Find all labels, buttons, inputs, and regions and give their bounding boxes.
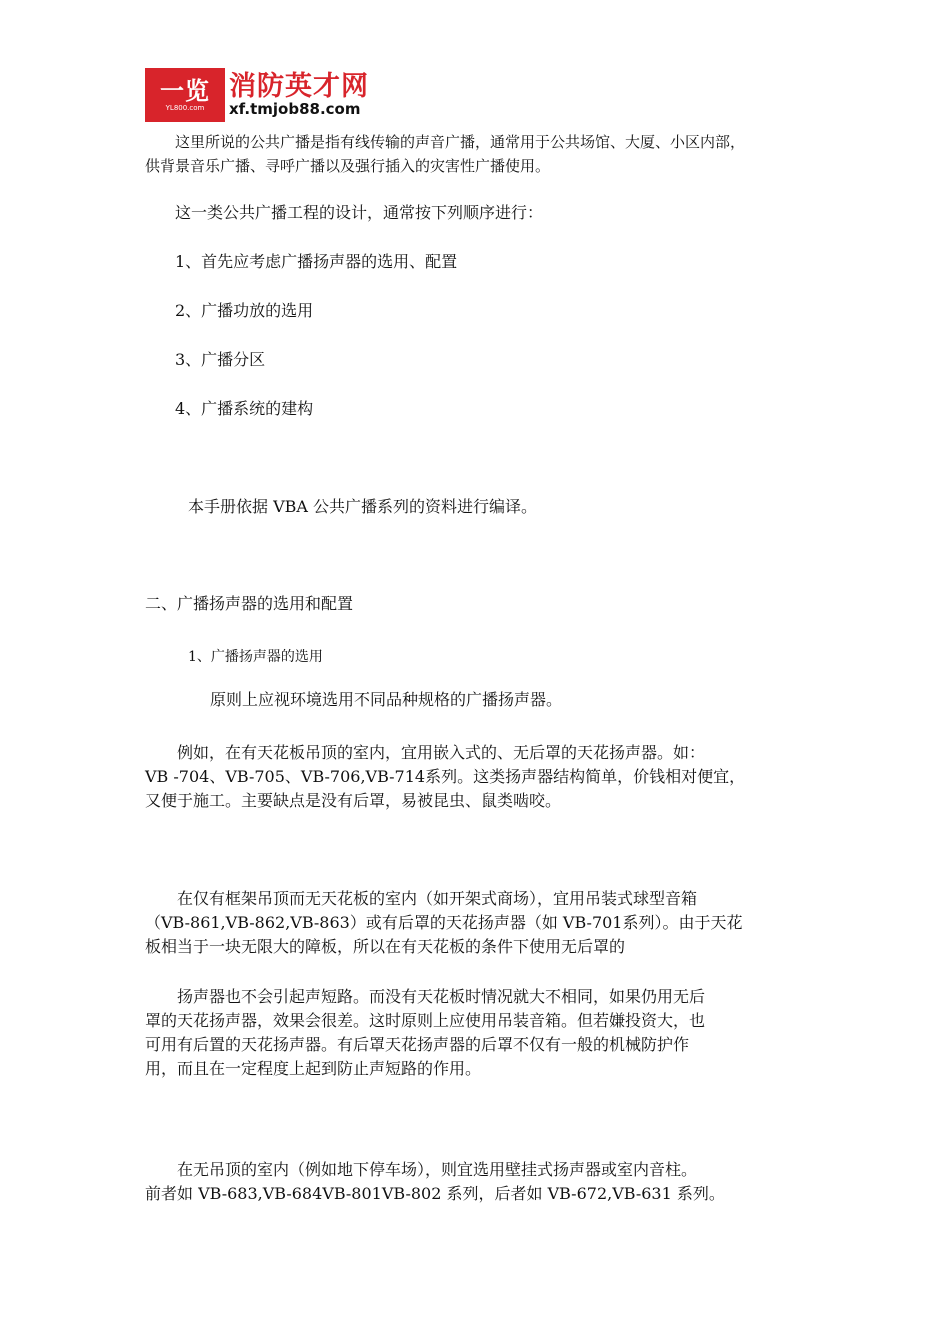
logo-badge-main: 一览: [160, 76, 210, 105]
logo-title: 消防英才网: [229, 70, 369, 102]
frame-ceiling-paragraph: 在仅有框架吊顶而无天花板的室内（如开架式商场），宜用吊装式球型音箱 （VB-861,VB-862,VB-863）或有后罩的天花扬声器（如 VB-701系列）。由于天花 板相当于一块无限大的障板，所以在有天花板的条件下使用无后罩的: [145, 889, 743, 956]
design-order-intro: 这一类公共广播工程的设计，通常按下列顺序进行：: [175, 203, 544, 222]
principle-paragraph: 原则上应视环境选用不同品种规格的广播扬声器。: [210, 690, 563, 709]
list-item-2: 2、广播功放的选用: [175, 301, 314, 320]
section-heading: 二、广播扬声器的选用和配置: [145, 594, 354, 613]
logo-badge-sub: YL800.com: [165, 103, 205, 112]
list-item-3: 3、广播分区: [175, 350, 266, 369]
logo-badge: [145, 68, 225, 122]
site-logo: [145, 68, 369, 122]
list-item-1: 1、首先应考虑广播扬声器的选用、配置: [175, 252, 458, 271]
manual-source-note: 本手册依据 VBA 公共广播系列的资料进行编译。: [188, 497, 538, 516]
no-ceiling-paragraph: 在无吊顶的室内（例如地下停车场），则宜选用壁挂式扬声器或室内音柱。 前者如 VB-683,VB-684VB-801VB-802 系列，后者如 VB-672,VB-631 系列。: [145, 1160, 725, 1203]
subsection-heading: 1、广播扬声器的选用: [188, 649, 323, 665]
intro-paragraph: 这里所说的公共广播是指有线传输的声音广播，通常用于公共场馆、大厦、小区内部， 供背景音乐广播、寻呼广播以及强行插入的灾害性广播使用。: [145, 133, 746, 175]
logo-text: [229, 68, 369, 122]
logo-url: xf.tmjob88.com: [229, 99, 361, 118]
short-circuit-paragraph: 扬声器也不会引起声短路。而没有天花板时情况就大不相同，如果仍用无后 罩的天花扬声器，效果会很差。这时原则上应使用吊装音箱。但若嫌投资大，也 可用有后置的天花扬声器。有后罩天花扬声器的后罩不仅有一般的机械防护作 用，而且在一定程度上起到防止声短路的作用。: [145, 987, 706, 1078]
example-paragraph: 例如，在有天花板吊顶的室内，宜用嵌入式的、无后罩的天花扬声器。如： VB -704、VB-705、VB-706,VB-714系列。这类扬声器结构简单，价钱相对便宜， 又便于施工。主要缺点是没有后罩，易被昆虫、鼠类啮咬。: [145, 743, 746, 810]
list-item-4: 4、广播系统的建构: [175, 399, 314, 418]
